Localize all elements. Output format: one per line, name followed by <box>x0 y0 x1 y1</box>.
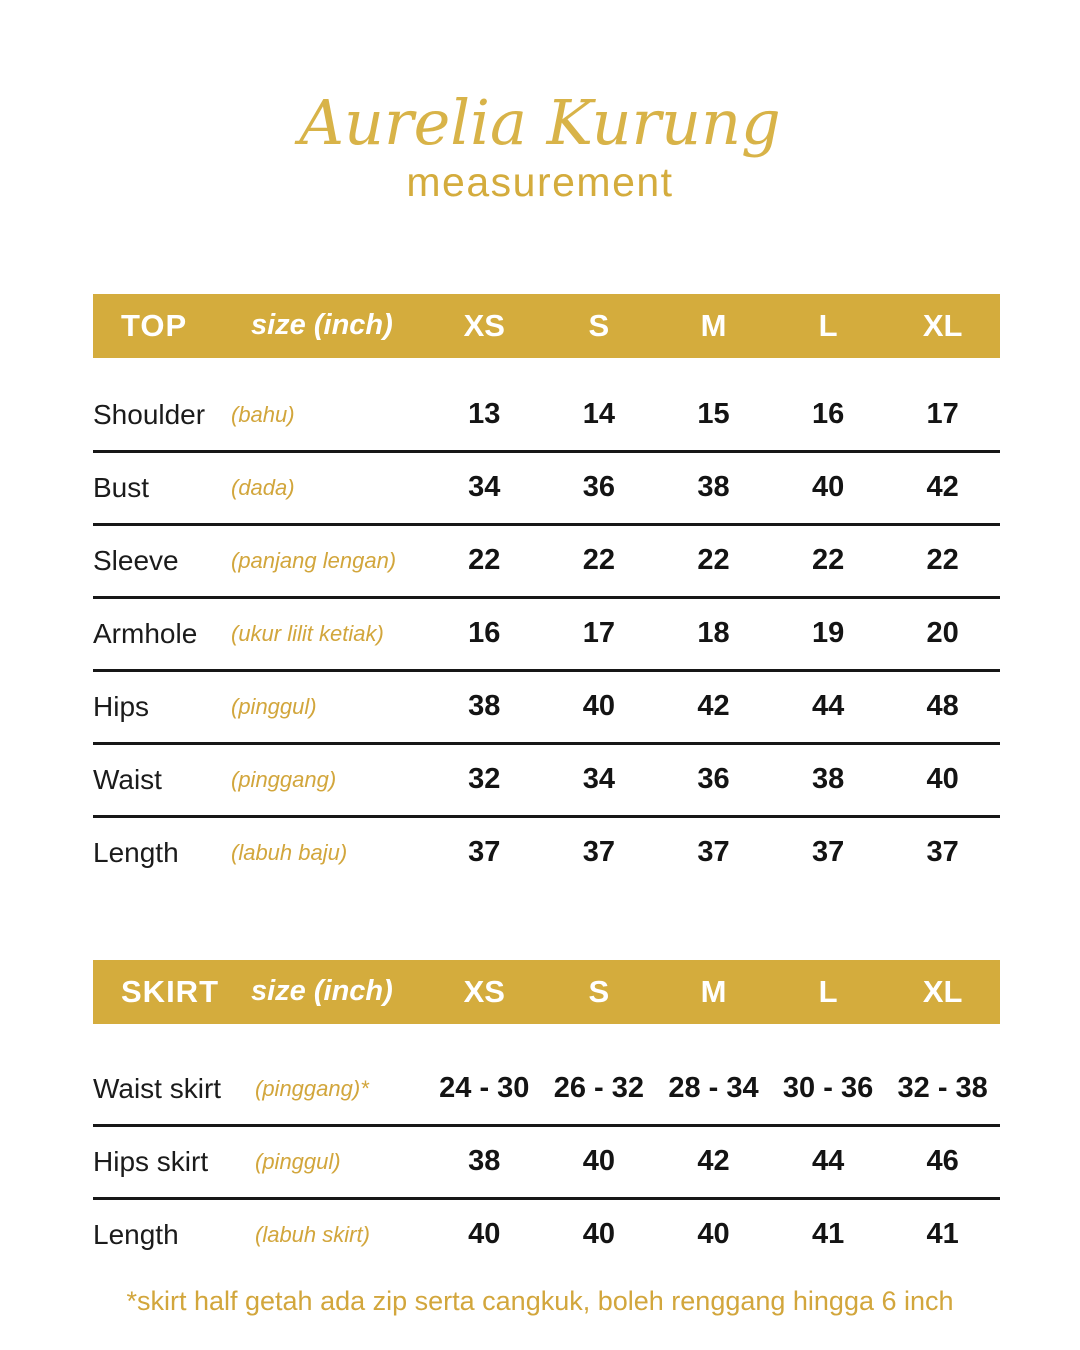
measurement-label: Waist <box>93 763 162 795</box>
measurement-value: 32 <box>468 763 501 796</box>
measurement-malay-label: (pinggang)* <box>255 1075 369 1101</box>
measurement-value: 28 - 34 <box>668 1072 759 1105</box>
measurement-malay-label: (pinggul) <box>231 693 317 719</box>
measurement-value: 48 <box>926 690 959 723</box>
measurement-label: Bust <box>93 471 150 503</box>
measurement-row <box>93 358 1000 453</box>
measurement-value: 16 <box>811 398 845 431</box>
measurement-value: 24 - 30 <box>439 1072 530 1105</box>
measurement-label: Hips <box>93 690 150 722</box>
table-name-label: SKIRT <box>121 973 219 1009</box>
measurement-value: 42 <box>697 1145 730 1178</box>
skirt-measurement-table <box>93 960 1000 1270</box>
measurement-value: 36 <box>697 763 730 796</box>
measurement-value: 37 <box>582 836 616 869</box>
size-unit-label: size (inch) <box>251 975 393 1008</box>
skirt-header-bar <box>93 960 1000 1024</box>
measurement-value: 22 <box>582 544 616 577</box>
measurement-value: 17 <box>582 617 616 650</box>
measurement-row <box>93 745 1000 818</box>
measurement-row <box>93 1127 1000 1200</box>
measurement-row <box>93 1024 1000 1127</box>
measurement-value: 36 <box>582 471 616 504</box>
measurement-malay-label: (ukur lilit ketiak) <box>231 620 384 646</box>
measurement-value: 40 <box>926 763 959 796</box>
measurement-value: 13 <box>468 398 501 431</box>
measurement-value: 40 <box>582 1218 616 1251</box>
top-header-bar <box>93 294 1000 358</box>
measurement-value: 34 <box>468 471 501 504</box>
measurement-value: 44 <box>811 690 845 723</box>
size-column-header-m: M <box>700 307 727 343</box>
measurement-malay-label: (pinggang) <box>231 766 337 792</box>
size-column-header-s: S <box>588 973 610 1009</box>
measurement-row <box>93 526 1000 599</box>
measurement-label: Shoulder <box>93 398 206 430</box>
measurement-row <box>93 1200 1000 1270</box>
measurement-value: 34 <box>582 763 616 796</box>
size-column-header-s: S <box>588 307 610 343</box>
measurement-label: Armhole <box>93 617 198 649</box>
table-name-label: TOP <box>121 307 188 343</box>
measurement-value: 37 <box>468 836 501 869</box>
page-header <box>0 0 1080 206</box>
page-subtitle: measurement <box>406 158 674 205</box>
measurement-value: 15 <box>697 398 730 431</box>
measurement-value: 20 <box>926 617 959 650</box>
measurement-value: 22 <box>926 544 959 577</box>
measurement-value: 22 <box>697 544 730 577</box>
size-column-header-m: M <box>700 973 727 1009</box>
measurement-row <box>93 453 1000 526</box>
size-column-header-xs: XS <box>463 973 505 1009</box>
size-column-header-xl: XL <box>922 973 963 1009</box>
measurement-value: 42 <box>926 471 959 504</box>
measurement-malay-label: (labuh skirt) <box>255 1221 370 1247</box>
measurement-label: Waist skirt <box>93 1072 222 1104</box>
measurement-value: 38 <box>697 471 730 504</box>
measurement-label: Sleeve <box>93 544 179 576</box>
measurement-value: 37 <box>811 836 845 869</box>
size-column-header-l: L <box>818 973 838 1009</box>
measurement-value: 30 - 36 <box>782 1072 874 1105</box>
measurement-label: Hips skirt <box>93 1145 209 1177</box>
measurement-value: 41 <box>811 1218 845 1251</box>
size-column-header-xs: XS <box>463 307 505 343</box>
measurement-value: 18 <box>697 617 730 650</box>
measurement-value: 22 <box>811 544 845 577</box>
measurement-value: 40 <box>811 471 845 504</box>
measurement-value: 40 <box>468 1218 501 1251</box>
measurement-value: 19 <box>811 617 845 650</box>
measurement-value: 16 <box>468 617 501 650</box>
measurement-label: Length <box>93 1218 179 1250</box>
size-unit-label: size (inch) <box>251 309 393 342</box>
measurement-value: 14 <box>582 398 616 431</box>
page-title: Aurelia Kurung <box>299 86 781 159</box>
measurement-value: 38 <box>811 763 845 796</box>
measurement-malay-label: (labuh baju) <box>231 839 348 865</box>
size-column-header-xl: XL <box>922 307 963 343</box>
skirt-footnote: *skirt half getah ada zip serta cangkuk, boleh renggang hingga 6 inch <box>126 1285 954 1316</box>
measurement-value: 42 <box>697 690 730 723</box>
measurement-value: 38 <box>468 690 501 723</box>
measurement-row <box>93 672 1000 745</box>
measurement-value: 32 - 38 <box>897 1072 988 1105</box>
measurement-malay-label: (panjang lengan) <box>231 547 397 573</box>
measurement-value: 38 <box>468 1145 501 1178</box>
measurement-row <box>93 599 1000 672</box>
measurement-value: 44 <box>811 1145 845 1178</box>
measurement-value: 37 <box>926 836 959 869</box>
size-column-header-l: L <box>818 307 838 343</box>
measurement-value: 26 - 32 <box>553 1072 645 1105</box>
measurement-row <box>93 818 1000 888</box>
top-measurement-table <box>93 294 1000 888</box>
measurement-value: 17 <box>926 398 959 431</box>
measurement-value: 40 <box>582 1145 616 1178</box>
measurement-malay-label: (dada) <box>231 474 295 500</box>
measurement-malay-label: (bahu) <box>231 401 295 427</box>
measurement-value: 40 <box>582 690 616 723</box>
measurement-label: Length <box>93 836 179 868</box>
measurement-value: 41 <box>926 1218 959 1251</box>
measurement-value: 37 <box>697 836 730 869</box>
measurement-value: 40 <box>697 1218 730 1251</box>
measurement-malay-label: (pinggul) <box>255 1148 341 1174</box>
measurement-value: 46 <box>926 1145 959 1178</box>
measurement-value: 22 <box>468 544 501 577</box>
